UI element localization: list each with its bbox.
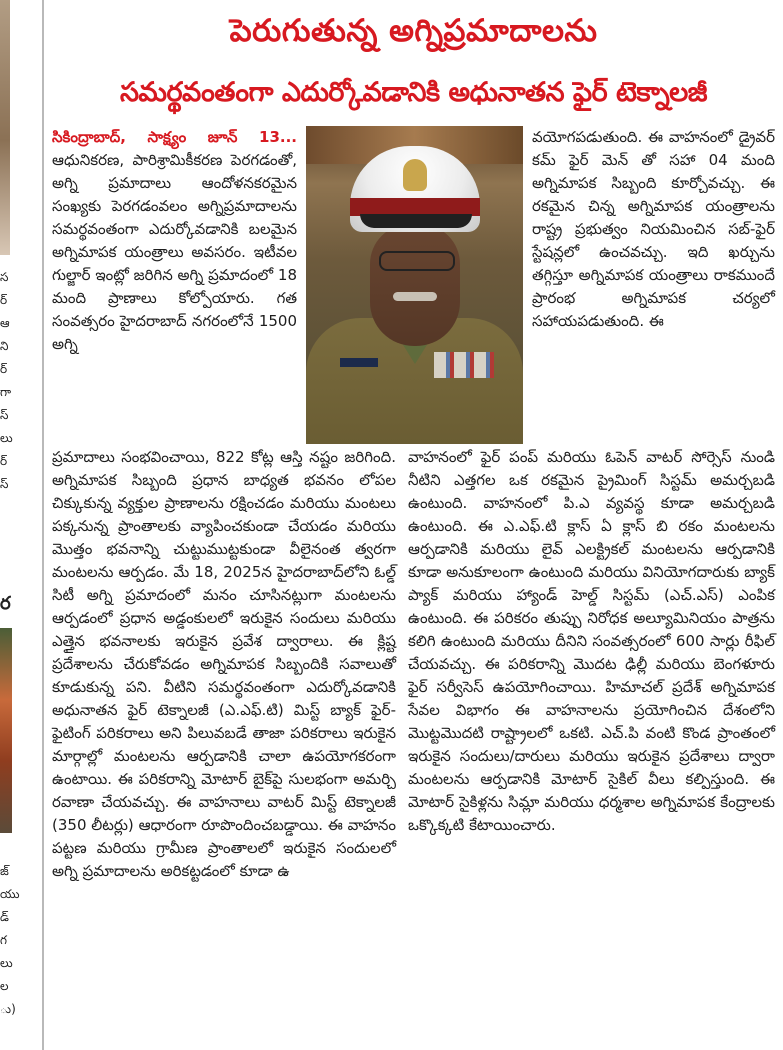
- strip-text-0: స: [0, 270, 9, 284]
- strip-text-12: డ్: [0, 910, 9, 924]
- article-column-bottom-left: ప్రమాదాలు సంభవించాయి, 822 కోట్ల ఆస్తి నష్టం జరిగింది. అగ్నిమాపక సిబ్బంది ప్రధాన బాధ్యత భవనం లోపల చిక్కుకున్న వ్యక్తుల ప్రాణాలను రక్షించడం మరియు మంటలు పక్కనున్న ప్రాంతాలకు వ్యాపించకుండా చేయడం మరియు మొత్తం భవనాన్ని చుట్టుముట్టకుండా వీలైనంత త్వరగా మంటలను ఆర్పడం. మే 18, 2025న హైదరాబాద్‌లోని ఓల్డ్ సిటీ అగ్ని ప్రమాదంలో మనం చూసినట్లుగా మంటలను ఆర్పడంలో ప్రధాన అడ్డంకులలో ఇరుకైన సందులు మరియు ఎత్తైన భవనాలకు ఇరుకైన ప్రవేశ ద్వారాలు. ఈ క్లిష్ట ప్రదేశాలను చేరుకోవడం అగ్నిమాపక సిబ్బందికి సవాలుతో కూడుకున్న పని. వీటిని సమర్థవంతంగా ఎదుర్కోవడానికి అధునాతన ఫైర్ టెక్నాలజీ (ఎ.ఎఫ్.టి) మిస్ట్ బ్యాక్ ఫైర్-ఫైటింగ్ పరికరాలు అని పిలువబడే తాజా పరికరాలు ఇరుకైన మార్గాల్లో మంటలను ఆర్పడానికి చాలా ఉపయోగకరంగా ఉంటాయి. ఈ పరికరాన్ని మోటార్ బైక్‌పై సులభంగా అమర్చి రవాణా చేయవచ్చు. ఈ వాహనాలు వాటర్ మిస్ట్ టెక్నాలజీ (350 లీటర్లు) ఆధారంగా రూపొందించబడ్డాయి. ఈ వాహనం పట్టణ మరియు గ్రామీణ ప్రాంతాలలో ఇరుకైన సందులలో అగ్ని ప్రమాదాలను అరికట్టడంలో కూడా ఉ: [52, 448, 396, 880]
- strip-text-16: ు): [0, 1002, 16, 1016]
- strip-text-4: ర్: [0, 362, 8, 376]
- article-column-bottom-right: వాహనంలో ఫైర్ పంప్ మరియు ఓపెన్ వాటర్ సోర్సెస్ నుండి నీటిని ఎత్తగల ఒక రకమైన ప్రైమింగ్ సిస్టమ్ అమర్చబడి ఉంటుంది. వాహనంలో పి.ఎ వ్యవస్థ కూడా అమర్చబడి ఉంటుంది. ఈ ఎ.ఎఫ్.టి క్లాస్ ఏ క్లాస్ బి రకం మంటలను ఆర్పడానికి మరియు లైవ్ ఎలక్ట్రికల్ మంటలను ఆర్పడానికి కూడా అనుకూలంగా ఉంటుంది మరియు వినియోగదారుకు బ్యాక్ ప్యాక్ మరియు హ్యాండ్ హెల్డ్ సిస్టమ్ (ఎచ్.ఎస్) ఎంపిక ఉంటుంది. ఈ పరికరం తుప్పు నిరోధక అల్యూమినియం పాత్రను కలిగి ఉంటుంది మరియు దీనిని సంవత్సరంలో 600 సార్లు రీఫిల్ చేయవచ్చు. ఈ పరికరాన్ని మొదట ఢిల్లీ మరియు బెంగళూరు ఫైర్ సర్వీసెస్ ఉపయోగించాయి. హిమాచల్ ప్రదేశ్ అగ్నిమాపక సేవల విభాగం ఈ వాహనాలను ప్రయోగించిన దేశంలోని మొట్టమొదటి రాష్ట్రాలలో ఒకటి. ఎచ్.పి వంటి కొండ ప్రాంతంలో ఇరుకైన సందులు/దారులు మరియు ఇరుకైన ప్రదేశాలు ద్వారా మంటలను ఆర్పడానికి మోటార్ సైకిల్ వీలు కల్పిస్తుంది. ఈ మోటార్ సైకిళ్లను సిమ్లా మరియు ధర్మశాల అగ్నిమాపక కేంద్రాలకు ఒక్కొక్కటి కేటాయించారు.: [408, 448, 775, 834]
- strip-text-10: జ్: [0, 864, 9, 878]
- cap-visor: [360, 214, 472, 228]
- strip-text-5: గా: [0, 385, 12, 399]
- headline-line-1: పెరుగుతున్న అగ్నిప్రమాదాలను: [229, 13, 598, 49]
- neighbouring-article-strip: [0, 0, 44, 1050]
- officer-face: [370, 224, 460, 346]
- strip-text-15: ల: [0, 979, 9, 993]
- neighbouring-photo-top: [0, 0, 10, 255]
- moustache: [393, 292, 437, 301]
- nameplate: [340, 358, 378, 367]
- eyeglasses: [379, 251, 455, 271]
- strip-text-6: స్: [0, 408, 9, 422]
- article-column-left: [52, 126, 297, 443]
- strip-text-1: ర్: [0, 293, 8, 307]
- strip-text-11: యు: [0, 887, 20, 901]
- strip-text-3: ని: [0, 339, 9, 353]
- strip-text-7: లు: [0, 431, 13, 445]
- strip-heading: ర: [0, 593, 11, 614]
- news-article: [52, 8, 775, 1043]
- dateline: సికింద్రాబాద్, సాక్ష్యం జూన్ 13...: [52, 128, 297, 146]
- medal-ribbons: [434, 352, 494, 378]
- article-column-right-top: వయోగపడుతుంది. ఈ వాహనంలో డ్రైవర్ కమ్ ఫైర్ మెన్ తో సహా 04 మంది అగ్నిమాపక సిబ్బంది కూర్చోవచ్చు. ఈ రకమైన చిన్న అగ్నిమాపక యంత్రాలను రాష్ట్ర ప్రభుత్వం నియమించిన సబ్-ఫైర్ స్టేషన్లలో ఉంచవచ్చు. ఇది ఖర్చును తగ్గిస్తూ అగ్నిమాపక యంత్రాలు రాకముందే ప్రారంభ అగ్నిమాపక చర్యలో సహాయపడుతుంది. ఈ: [532, 128, 775, 330]
- strip-text-8: ర్: [0, 454, 8, 468]
- cap-emblem-icon: [403, 159, 427, 191]
- strip-text-9: స్: [0, 477, 9, 491]
- strip-text-2: ఆ: [0, 316, 10, 330]
- officer-photo: [306, 126, 523, 444]
- body-text-left: ఆధునికరణ, పారిశ్రామికీకరణ పెరగడంతో, అగ్ని ప్రమాదాలు ఆందోళనకరమైన సంఖ్యకు పెరగడంవలం అగ్నిప్రమాదాలను సమర్థవంతంగా ఎదుర్కోవడానికి బలమైన అగ్నిమాపక యంత్రాలు అవసరం. ఇటీవల గుల్జార్ ఇంట్లో జరిగిన అగ్ని ప్రమాదంలో 18 మంది ప్రాణాలు కోల్పోయారు. గత సంవత్సరం హైదరాబాద్ నగరంలోనే 1500 అగ్ని: [52, 151, 297, 353]
- headline-line-2: సమర్థవంతంగా ఎదుర్కోవడానికి అధునాతన ఫైర్ టెక్నాలజీ: [119, 77, 708, 108]
- strip-text-13: గ: [0, 933, 7, 947]
- strip-text-14: లు: [0, 956, 13, 970]
- neighbouring-photo-mid: [0, 628, 12, 833]
